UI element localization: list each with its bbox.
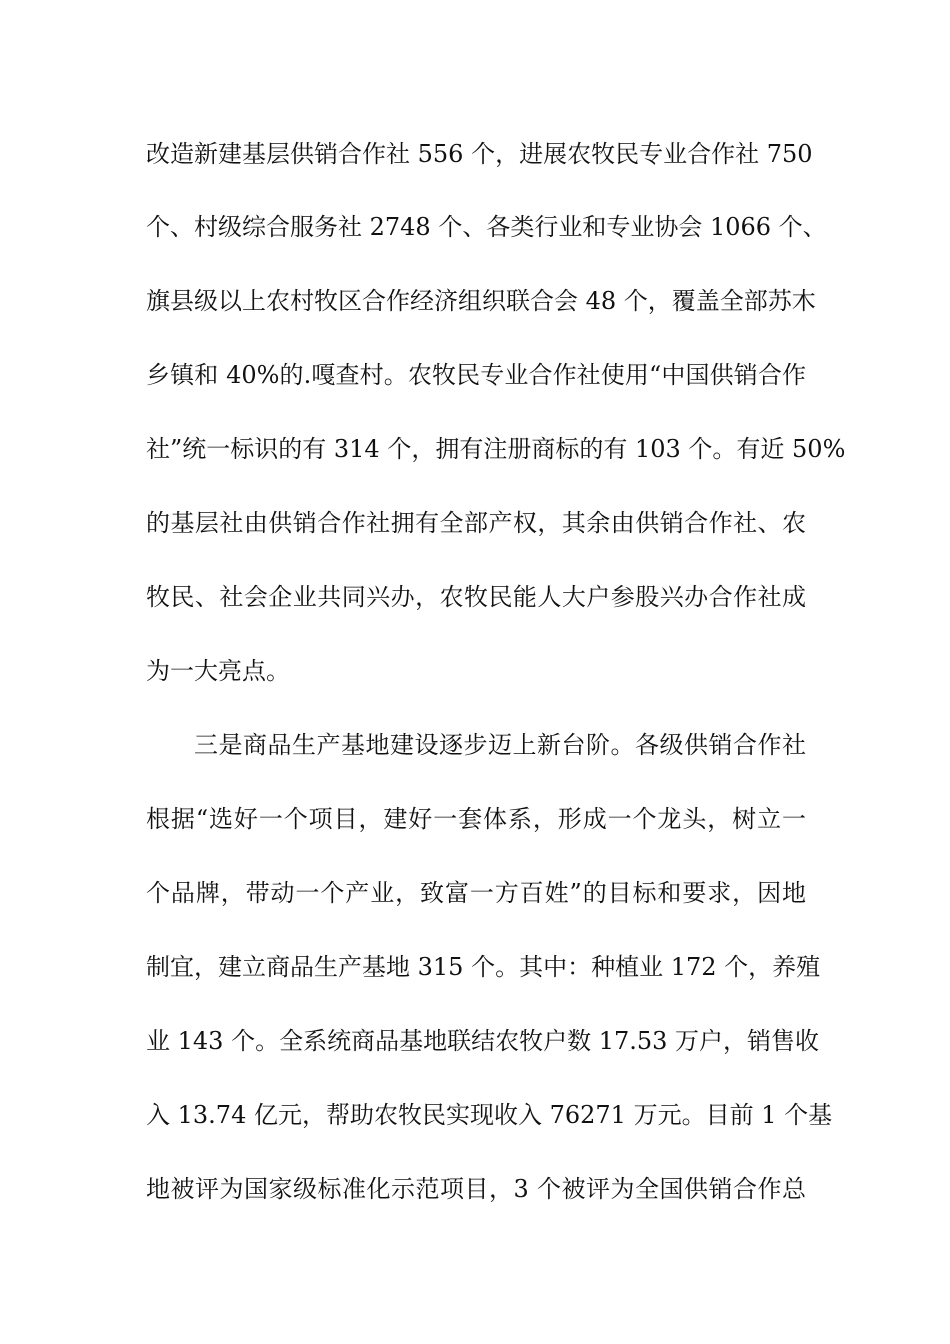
paragraph-line: 个、村级综合服务社 2748 个、各类行业和专业协会 1066 个、	[146, 213, 827, 241]
paragraph-line: 改造新建基层供销合作社 556 个，进展农牧民专业合作社 750	[146, 140, 813, 168]
paragraph-line: 根据“选好一个项目，建好一套体系，形成一个龙头，树立一	[146, 805, 806, 833]
paragraph-line: 入 13.74 亿元，帮助农牧民实现收入 76271 万元。目前 1 个基	[146, 1101, 833, 1129]
paragraph-line: 地被评为国家级标准化示范项目，3 个被评为全国供销合作总	[146, 1175, 806, 1203]
paragraph-line: 制宜，建立商品生产基地 315 个。其中：种植业 172 个，养殖	[146, 953, 821, 981]
paragraph-line: 的基层社由供销合作社拥有全部产权，其余由供销合作社、农	[146, 509, 806, 537]
paragraph-line: 牧民、社会企业共同兴办，农牧民能人大户参股兴办合作社成	[146, 583, 806, 611]
paragraph-line: 业 143 个。全系统商品基地联结农牧户数 17.53 万户，销售收	[146, 1027, 820, 1055]
paragraph-line: 旗县级以上农村牧区合作经济组织联合会 48 个，覆盖全部苏木	[146, 287, 816, 315]
paragraph-line: 为一大亮点。	[146, 657, 290, 685]
paragraph-line: 个品牌，带动一个产业，致富一方百姓”的目标和要求，因地	[146, 879, 806, 907]
paragraph-line: 社”统一标识的有 314 个，拥有注册商标的有 103 个。有近 50%	[146, 435, 846, 463]
paragraph-line: 三是商品生产基地建设逐步迈上新台阶。各级供销合作社	[194, 731, 806, 759]
paragraph-line: 乡镇和 40%的.嘎查村。农牧民专业合作社使用“中国供销合作	[146, 361, 806, 389]
